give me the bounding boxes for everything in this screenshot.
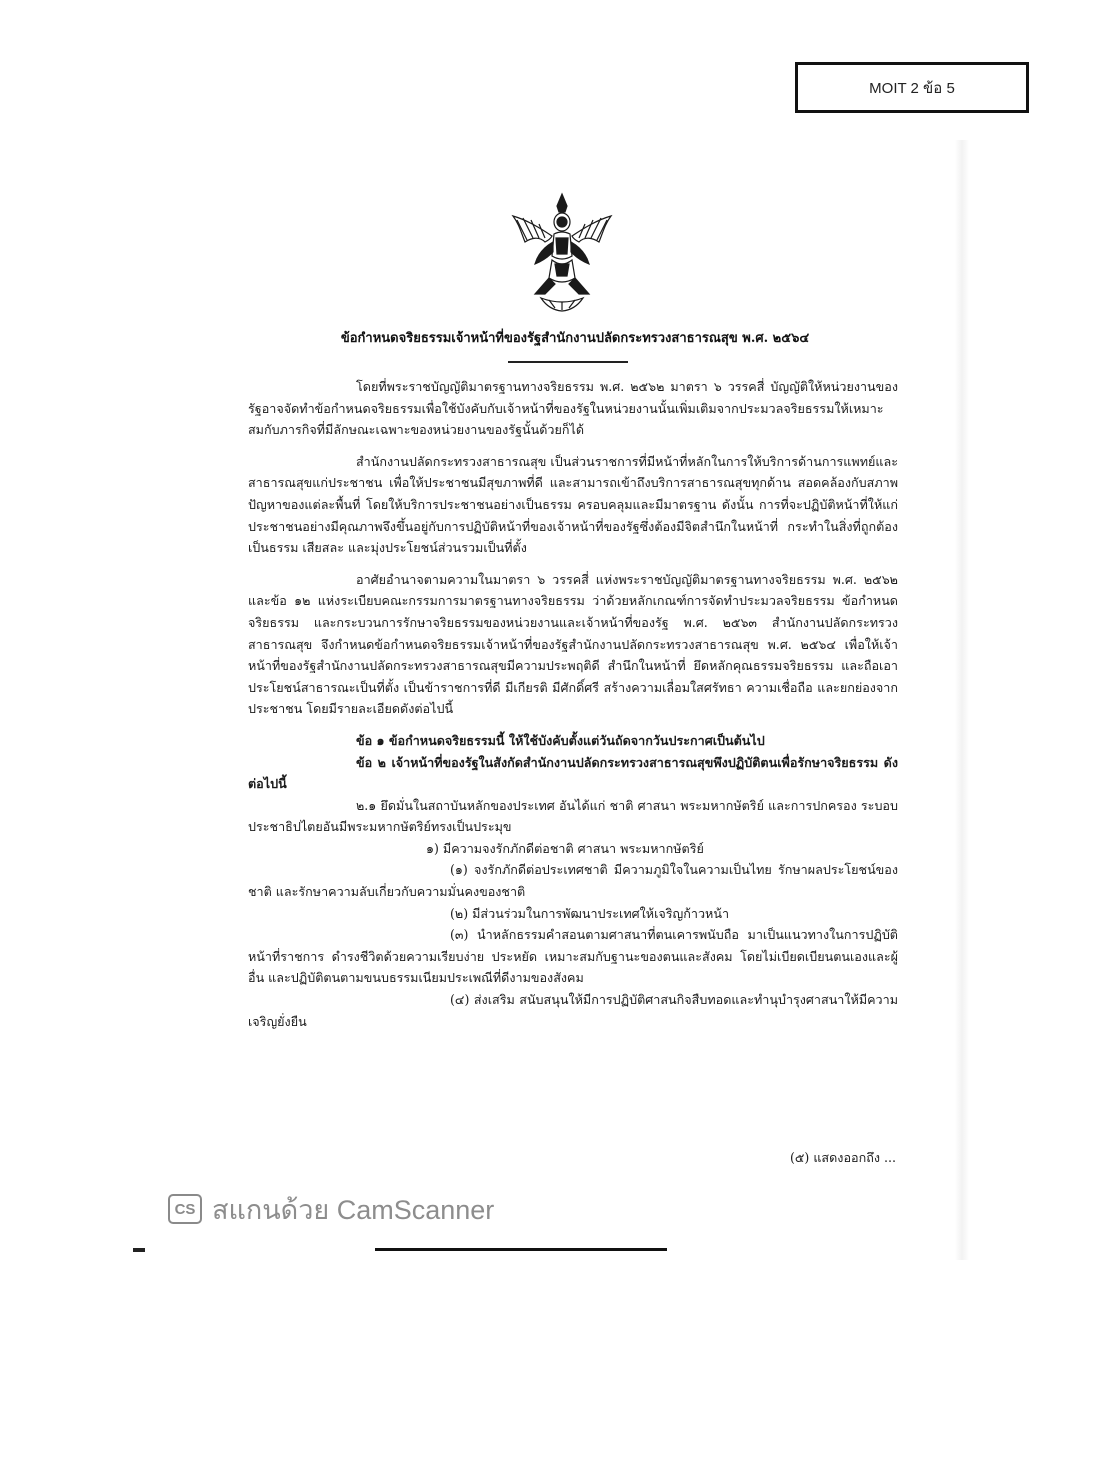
document-title: ข้อกำหนดจริยธรรมเจ้าหน้าที่ของรัฐสำนักงานปลัดกระทรวงสาธารณสุข พ.ศ. ๒๕๖๔: [340, 331, 810, 346]
page-bottom-edge: [375, 1248, 667, 1251]
clause-2: ข้อ ๒ เจ้าหน้าที่ของรัฐในสังกัดสำนักงานปลัดกระทรวงสาธารณสุขพึงปฏิบัติตนเพื่อรักษาจริยธรรม ดังต่อไปนี้: [248, 754, 898, 792]
camscanner-logo-icon: CS: [168, 1194, 202, 1224]
item-1: ๑) มีความจงรักภักดีต่อชาติ ศาสนา พระมหากษัตริย์: [426, 840, 704, 856]
watermark-text: สแกนด้วย CamScanner: [212, 1194, 495, 1225]
item-1-4: (๔) ส่งเสริม สนับสนุนให้มีการปฏิบัติศาสนกิจสืบทอดและทำนุบำรุงศาสนาให้มีความเจริญยั่งยืน: [248, 992, 898, 1029]
preamble-paragraph-1: โดยที่พระราชบัญญัติมาตรฐานทางจริยธรรม พ.ศ. ๒๕๖๒ มาตรา ๖ วรรคสี่ บัญญัติให้หน่วยงานของรัฐอาจจัดทำข้อกำหนดจริยธรรมเพื่อใช้บังคับกับเจ้าหน้าที่ของรัฐในหน่วยงานนั้นเพิ่มเติมจากประมวลจริยธรรมให้เหมาะสมกับภารกิจที่มีลักษณะเฉพาะของหน่วยงานของรัฐนั้นด้วยก็ได้: [248, 379, 898, 438]
scan-edge-mark: [133, 1248, 145, 1252]
page-continuation: (๕) แสดงออกถึง ...: [789, 1150, 896, 1165]
camscanner-watermark: [168, 1191, 494, 1227]
clause-1: ข้อ ๑ ข้อกำหนดจริยธรรมนี้ ให้ใช้บังคับตั้งแต่วันถัดจากวันประกาศเป็นต้นไป: [356, 732, 765, 748]
item-1-2: (๒) มีส่วนร่วมในการพัฒนาประเทศให้เจริญก้าวหน้า: [450, 905, 730, 921]
title-underline: [508, 361, 628, 363]
scan-shadow: [955, 140, 969, 1260]
document-body: [248, 376, 898, 1032]
item-1-1: (๑) จงรักภักดีต่อประเทศชาติ มีความภูมิใจในความเป็นไทย รักษาผลประโยชน์ของชาติ และรักษาความลับเกี่ยวกับความมั่นคงของชาติ: [248, 862, 898, 900]
preamble-paragraph-2: สำนักงานปลัดกระทรวงสาธารณสุข เป็นส่วนราชการที่มีหน้าที่หลักในการให้บริการด้านการแพทย์และสาธารณสุขแก่ประชาชน เพื่อให้ประชาชนมีสุขภาพที่ดี และสามารถเข้าถึงบริการสาธารณสุขทุกด้าน สอดคล้องกับสภาพปัญหาของแต่ละพื้นที่ โดยให้บริการประชาชนอย่างเป็นธรรม ครอบคลุมและมีมาตรฐาน ดังนั้น การที่จะปฏิบัติหน้าที่ให้แก่ประชาชนอย่างมีคุณภาพจึงขึ้นอยู่กับการปฏิบัติหน้าที่ของเจ้าหน้าที่ของรัฐซึ่งต้องมีจิตสำนึกในหน้าที่ กระทำในสิ่งที่ถูกต้อง เป็นธรรม เสียสละ และมุ่งประโยชน์ส่วนรวมเป็นที่ตั้ง: [248, 453, 898, 556]
preamble-paragraph-3: อาศัยอำนาจตามความในมาตรา ๖ วรรคสี่ แห่งพระราชบัญญัติมาตรฐานทางจริยธรรม พ.ศ. ๒๕๖๒ และข้อ ๑๒ แห่งระเบียบคณะกรรมการมาตรฐานทางจริยธรรม ว่าด้วยหลักเกณฑ์การจัดทำประมวลจริยธรรม ข้อกำหนดจริยธรรม และกระบวนการรักษาจริยธรรมของหน่วยงานและเจ้าหน้าที่ของรัฐ พ.ศ. ๒๕๖๓ สำนักงานปลัดกระทรวงสาธารณสุข จึงกำหนดข้อกำหนดจริยธรรมเจ้าหน้าที่ของรัฐสำนักงานปลัดกระทรวงสาธารณสุข พ.ศ. ๒๕๖๔ เพื่อให้เจ้าหน้าที่ของรัฐสำนักงานปลัดกระทรวงสาธารณสุขมีความประพฤติดี สำนึกในหน้าที่ ยึดหลักคุณธรรมจริยธรรม และถือเอาประโยชน์สาธารณะเป็นที่ตั้ง เป็นข้าราชการที่ดี มีเกียรติ มีศักดิ์ศรี สร้างความเลื่อมใสศรัทธา ความเชื่อถือ และยกย่องจากประชาชน โดยมีรายละเอียดดังต่อไปนี้: [248, 571, 898, 717]
clause-2-1: ๒.๑ ยึดมั่นในสถาบันหลักของประเทศ อันได้แก่ ชาติ ศาสนา พระมหากษัตริย์ และการปกครอง ระบอบประชาธิปไตยอันมีพระมหากษัตริย์ทรงเป็นประมุข: [248, 797, 898, 835]
garuda-emblem-icon: [505, 190, 620, 315]
document-code-box: MOIT 2 ข้อ 5: [795, 62, 1029, 113]
item-1-3: (๓) นำหลักธรรมคำสอนตามศาสนาที่ตนเคารพนับถือ มาเป็นแนวทางในการปฏิบัติหน้าที่ราชการ ดำรงชีวิตด้วยความเรียบง่าย ประหยัด เหมาะสมกับฐานะของตนและสังคม โดยไม่เบียดเบียนตนเองและผู้อื่น และปฏิบัติตนตามขนบธรรมเนียมประเพณีที่ดีงามของสังคม: [248, 927, 898, 986]
